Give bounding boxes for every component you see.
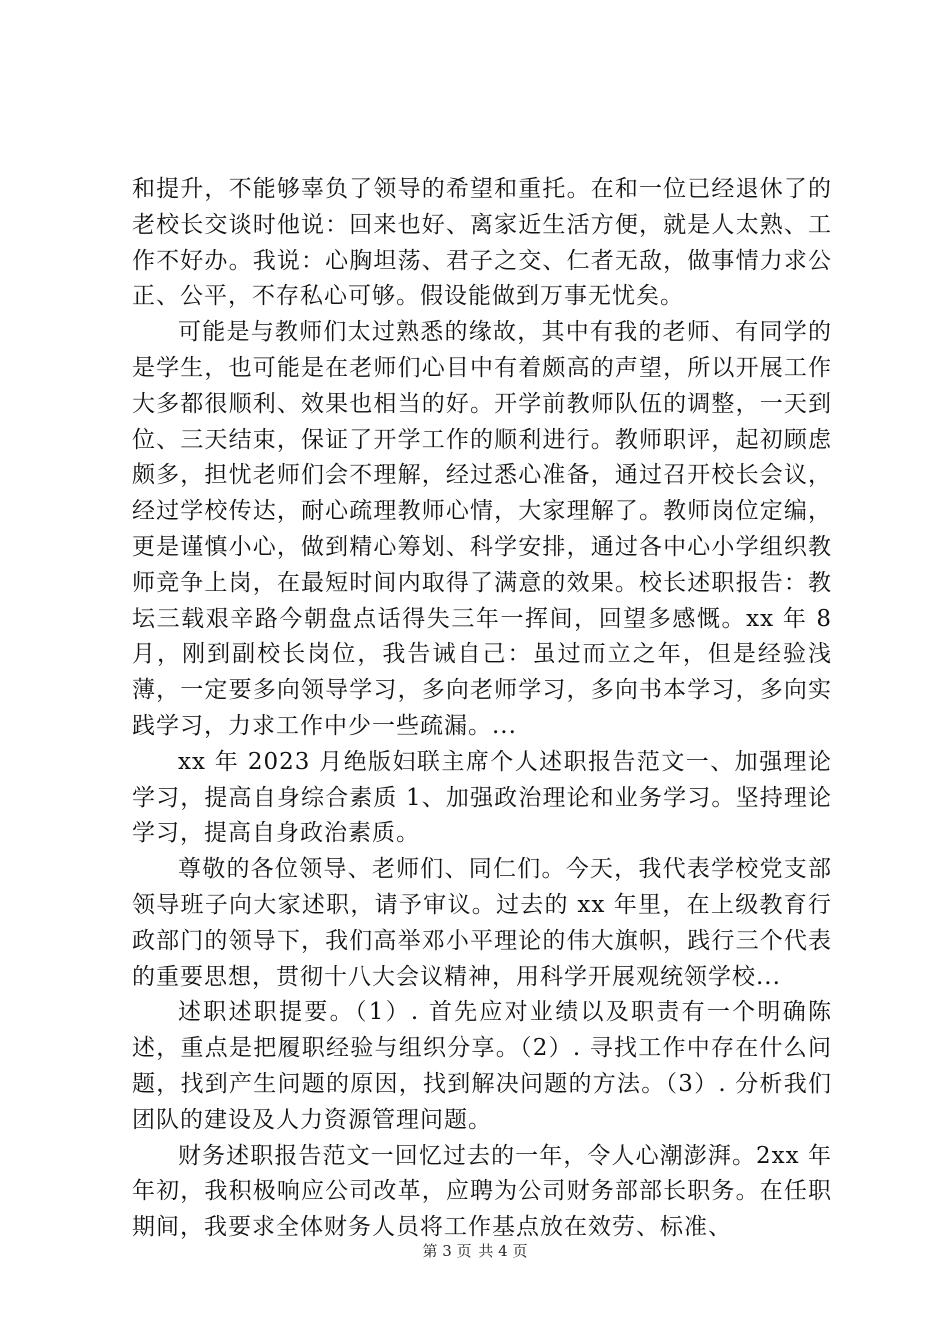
page-total: 共 4 页 <box>478 1242 528 1260</box>
paragraph-women-federation: xx 年 2023 月绝版妇联主席个人述职报告范文一、加强理论学习，提高自身综合素质 1、加强政治理论和业务学习。坚持理论学习，提高自身政治素质。 <box>132 748 832 847</box>
paragraph-party-branch: 尊敬的各位领导、老师们、同仁们。今天，我代表学校党支部领导班子向大家述职，请予审议。过去的 xx 年里，在上级教育行政部门的领导下，我们高举邓小平理论的伟大旗帜，践行三个代表的重要思想，贯彻十八大会议精神，用科学开展观统领学校... <box>132 856 832 990</box>
paragraph-essentials: 述职述职提要。（1）. 首先应对业绩以及职责有一个明确陈述，重点是把履职经验与组织分享。（2）. 寻找工作中存在什么问题，找到产生问题的原因，找到解决问题的方法。（3）. 分析我们团队的建设及人力资源管理问题。 <box>132 999 832 1133</box>
page-footer <box>0 1241 950 1261</box>
document-body <box>132 172 832 1246</box>
paragraph-teachers: 可能是与教师们太过熟悉的缘故，其中有我的老师、有同学的是学生，也可能是在老师们心目中有着颇高的声望，所以开展工作大多都很顺利、效果也相当的好。开学前教师队伍的调整，一天到位、三天结束，保证了开学工作的顺利进行。教师职评，起初顾虑颇多，担忧老师们会不理解，经过悉心准备，通过召开校长会议，经过学校传达，耐心疏理教师心情，大家理解了。教师岗位定编，更是谨慎小心，做到精心筹划、科学安排，通过各中心小学组织教师竞争上岗，在最短时间内取得了满意的效果。校长述职报告：教坛三载艰辛路今朝盘点话得失三年一挥间，回望多感慨。xx 年 8 月，刚到副校长岗位，我告诫自己：虽过而立之年，但是经验浅薄，一定要多向领导学习，多向老师学习，多向书本学习，多向实践学习，力求工作中少一些疏漏。... <box>132 319 832 739</box>
paragraph-continuation: 和提升，不能够辜负了领导的希望和重托。在和一位已经退休了的老校长交谈时他说：回来也好、离家近生活方便，就是人太熟、工作不好办。我说：心胸坦荡、君子之交、仁者无敌，做事情力求公正、公平，不存私心可够。假设能做到万事无忧矣。 <box>132 176 832 310</box>
page-number: 第 3 页 <box>422 1242 472 1260</box>
paragraph-finance: 财务述职报告范文一回忆过去的一年，令人心潮澎湃。2xx 年年初，我积极响应公司改革，应聘为公司财务部部长职务。在任职期间，我要求全体财务人员将工作基点放在效劳、标准、 <box>132 1142 832 1241</box>
